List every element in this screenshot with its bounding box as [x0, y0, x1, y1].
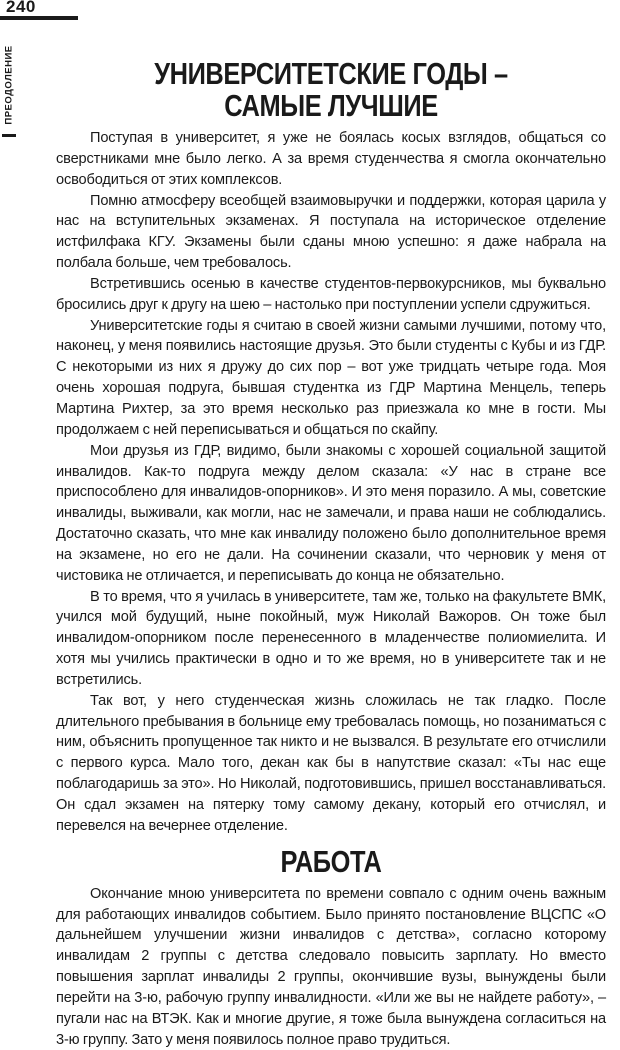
paragraph: Встретившись осенью в качестве студентов-первокурсников, мы буквально бросились друг к другу на шею – настолько при поступлении успели сдружиться. — [56, 275, 606, 313]
chapter-title-line-1: УНИВЕРСИТЕТСКИЕ ГОДЫ – — [154, 56, 508, 91]
section-title: РАБОТА — [280, 843, 382, 879]
chapter-title — [106, 58, 557, 122]
section-tab-label: ПРЕОДОЛЕНИЕ — [3, 45, 15, 125]
page-content — [56, 58, 606, 1050]
section-tab — [0, 40, 18, 130]
paragraph: Окончание мною университета по времени совпало с одним очень важным для работающих инвалидов событием. Было принято постановление ВЦСПС «О дальнейшем улучшении жизни инвалидов с детства», согласно которому инвалидам 2 группы с детства следовало повысить зарплату. Но вместо повышения зарплат инвалиды 2 группы, окончившие вузы, вынуждены были перейти на 3-ю, рабочую группу инвалидности. «Или же вы не найдете работу», – пугали нас на ВТЭК. Как и многие другие, я тоже была вынуждена согласиться на 3-ю группу. Зато у меня появилось полное право трудиться. — [56, 885, 606, 1048]
paragraph: Помню атмосферу всеобщей взаимовыручки и поддержки, которая царила у нас на вступительных экзаменах. Я поступала на историческое отделение истфилфака КГУ. Экзамены были сданы мною успешно: я даже набрала на полбала больше, чем требовалось. — [56, 192, 606, 272]
paragraph: Поступая в университет, я уже не боялась косых взглядов, общаться со сверстниками мне было легко. А за время студенчества я смогла окончательно освободиться от этих комплексов. — [56, 130, 606, 188]
paragraph: Университетские годы я считаю в своей жизни самыми лучшими, потому что, наконец, у меня появились настоящие друзья. Это были студенты с Кубы и из ГДР. С некоторыми из них я дружу до сих пор – вот уже тридцать четыре года. Моя очень хорошая подруга, бывшая студентка из ГДР Мартина Менцель, теперь Мартина Рихтер, за это время несколько раз приезжала ко мне в гости. Мы продолжаем с ней переписываться и общаться по скайпу. — [56, 317, 606, 438]
paragraph: Так вот, у него студенческая жизнь сложилась не так гладко. После длительного пребывания в больнице ему требовалась помощь, но позаниматься с ним, объяснить пропущенное так никто и не вызвался. В результате его отчислили с первого курса. Мало того, декан как бы в напутствие сказал: «Ты нас еще поблагодаришь за это». Но Николай, подготовившись, пришел восстанавливаться. Он сдал экзамен на пятерку тому самому декану, который его отчислял, и перевелся на вечернее отделение. — [56, 692, 606, 834]
paragraph: В то время, что я училась в университете, там же, только на факультете ВМК, учился мой будущий, ныне покойный, муж Николай Важоров. Он тоже был инвалидом-опорником после перенесенного в младенчестве полиомиелита. И хотя мы учились практически в одно и то же время, но в университете так и не встретились. — [56, 588, 606, 688]
chapter-title-line-2: САМЫЕ ЛУЧШИЕ — [224, 88, 438, 123]
section-tab-rule — [2, 134, 16, 137]
page-number: 240 — [6, 0, 36, 16]
paragraph: Мои друзья из ГДР, видимо, были знакомы с хорошей социальной защитой инвалидов. Как-то подруга между делом сказала: «У нас в стране все приспособлено для инвалидов-опорников». И это меня поразило. А мы, советские инвалиды, выживали, как могли, нас не замечали, и права наши не соблюдались. Достаточно сказать, что мне как инвалиду положено было дополнительное время на экзамене, но его не дали. На сочинении сказали, что черновик у меня от чистовика не отличается, и переписывать до конца не обязательно. — [56, 442, 606, 584]
header-rule — [0, 16, 78, 20]
